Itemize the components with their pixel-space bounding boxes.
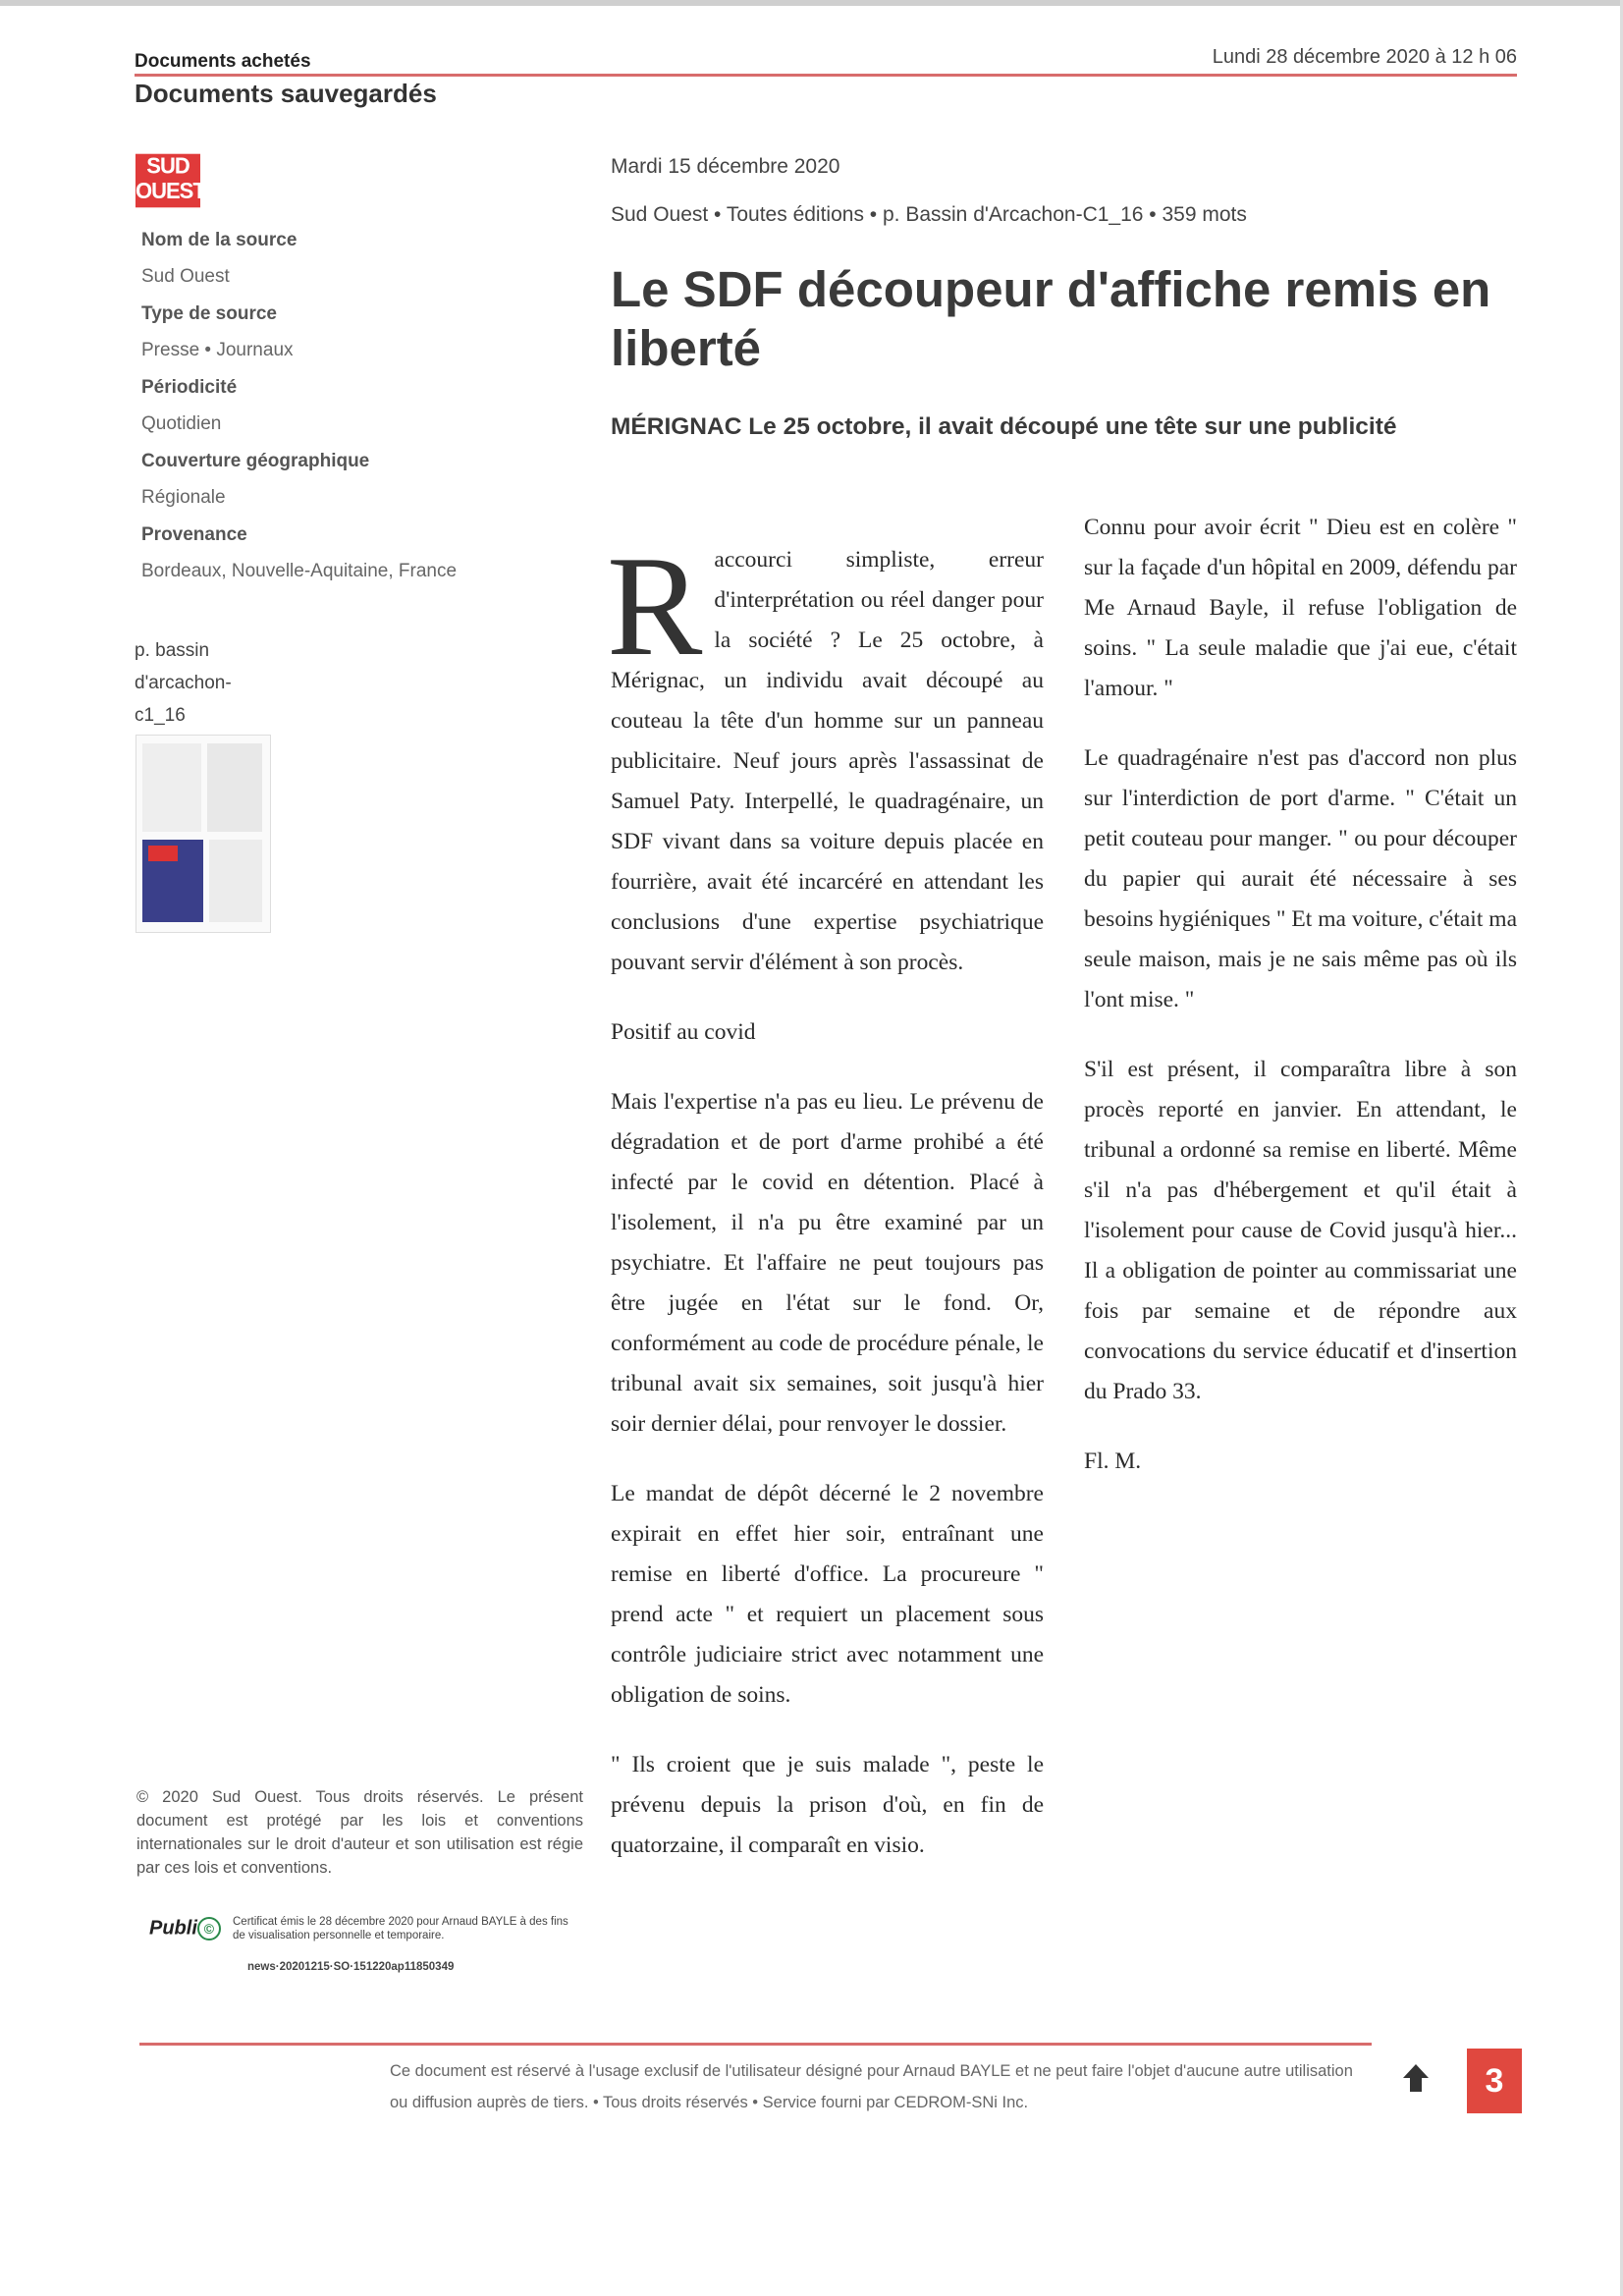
print-date: Lundi 28 décembre 2020 à 12 h 06 xyxy=(1212,46,1517,68)
news-id: news·20201215·SO·151220ap11850349 xyxy=(247,1961,455,1973)
section-heading: Positif au covid xyxy=(611,1019,756,1045)
scan-edge-top xyxy=(0,0,1623,6)
drop-cap: R xyxy=(607,526,703,685)
copyright-notice: © 2020 Sud Ouest. Tous droits réservés. Le présent document est protégé par les lois et conventions internationales sur le droit d'auteur et son utilisation est régie par ces lois et conventions. xyxy=(136,1788,583,1877)
article-date: Mardi 15 décembre 2020 xyxy=(611,155,840,178)
publi-logo: Publi © xyxy=(149,1917,221,1941)
source-metadata xyxy=(141,226,554,594)
saved-documents-link[interactable]: Documents sauvegardés xyxy=(135,79,437,108)
page-number-badge: 3 xyxy=(1467,2049,1522,2113)
paragraph: Le quadragénaire n'est pas d'accord non plus sur l'interdiction de port d'arme. " C'était un petit couteau pour manger. " ou pour découper du papier qui aurait été nécessaire à ses besoins hygiéniques " Et ma voiture, c'était ma seule maison, mais je ne sais même pas où ils l'ont mise. " xyxy=(1084,745,1517,1012)
sud-ouest-logo: SUD OUEST xyxy=(135,154,200,208)
footer-notice: Ce document est réservé à l'usage exclusif de l'utilisateur désigné pour Arnaud BAYLE et ne peut faire l'objet d'aucune autre utilisation ou diffusion auprès de tiers. • Tous droits réservés • Service fourni par CEDROM-SNi Inc. xyxy=(390,2062,1353,2111)
arrow-up-icon[interactable] xyxy=(1398,2060,1434,2096)
meta-value: Presse • Journaux xyxy=(141,340,294,360)
meta-value: Régionale xyxy=(141,487,226,508)
article-column-right xyxy=(1084,508,1517,1511)
header-links xyxy=(135,51,437,109)
article-subtitle: MÉRIGNAC Le 25 octobre, il avait découpé une tête sur une publicité xyxy=(611,413,1397,440)
paragraph: Mais l'expertise n'a pas eu lieu. Le prévenu de dégradation et de port d'arme prohibé a été infecté par le covid en détention. Placé à l'isolement, il n'a pu être examiné par un psychiatre. Et l'affaire ne peut toujours pas être jugée en l'état sur le fond. Or, conformément au code de procédure pénale, le tribunal avait six semaines, soit jusqu'à hier soir dernier délai, pour renvoyer le dossier. xyxy=(611,1089,1044,1437)
meta-label: Type de source xyxy=(141,303,277,324)
meta-label: Couverture géographique xyxy=(141,451,370,471)
paragraph: Connu pour avoir écrit " Dieu est en colère " sur la façade d'un hôpital en 2009, défendu par Me Arnaud Bayle, il refuse l'obligation de soins. " La seule maladie que j'ai eue, c'était l'amour. " xyxy=(1084,515,1517,701)
meta-value: Quotidien xyxy=(141,413,222,434)
article-column-left xyxy=(607,526,1044,1895)
page-thumbnail[interactable] xyxy=(135,735,271,933)
copyright-circle-icon: © xyxy=(197,1917,221,1941)
paragraph: " Ils croient que je suis malade ", peste le prévenu depuis la prison d'où, en fin de quatorzaine, il comparaît en visio. xyxy=(611,1752,1044,1858)
purchased-documents-link[interactable]: Documents achetés xyxy=(135,51,311,72)
certificate-text: Certificat émis le 28 décembre 2020 pour Arnaud BAYLE à des fins de visualisation personnelle et temporaire. xyxy=(233,1916,568,1941)
meta-label: Provenance xyxy=(141,524,247,545)
footer-divider xyxy=(139,2043,1372,2046)
paragraph: Raccourci simpliste, erreur d'interprétation ou réel danger pour la société ? Le 25 octobre, à Mérignac, un individu avait découpé au couteau la tête d'un homme sur un panneau publicitaire. Neuf jours après l'assassinat de Samuel Paty. Interpellé, le quadragénaire, un SDF vivant dans sa voiture depuis placée en fourrière, avait été incarcéré en attendant les conclusions d'une expertise psychiatrique pouvant servir d'élément à son procès. xyxy=(607,526,1044,975)
article-title: Le SDF découpeur d'affiche remis en liberté xyxy=(611,261,1491,376)
header-divider xyxy=(135,74,1517,77)
article-source: Sud Ouest • Toutes éditions • p. Bassin d'Arcachon-C1_16 • 359 mots xyxy=(611,203,1247,226)
paragraph: Le mandat de dépôt décerné le 2 novembre expirait en effet hier soir, entraînant une remise en liberté d'office. La procureure " prend acte " et requiert un placement sous contrôle judiciaire strict avec notamment une obligation de soins. xyxy=(611,1481,1044,1708)
meta-label: Nom de la source xyxy=(141,230,298,250)
article-signature: Fl. M. xyxy=(1084,1449,1142,1474)
paragraph: S'il est présent, il comparaîtra libre à son procès reporté en janvier. En attendant, le tribunal a ordonné sa remise en liberté. Même s'il n'a pas d'hébergement et qu'il était à l'isolement pour cause de Covid jusqu'à hier... Il a obligation de pointer au commissariat une fois par semaine et de répondre aux convocations du service éducatif et d'insertion du Prado 33. xyxy=(1084,1057,1517,1404)
meta-label: Périodicité xyxy=(141,377,238,398)
meta-value: Bordeaux, Nouvelle-Aquitaine, France xyxy=(141,561,458,581)
meta-value: Sud Ouest xyxy=(141,266,230,287)
page-reference: p. bassin d'arcachon- c1_16 xyxy=(135,640,232,726)
